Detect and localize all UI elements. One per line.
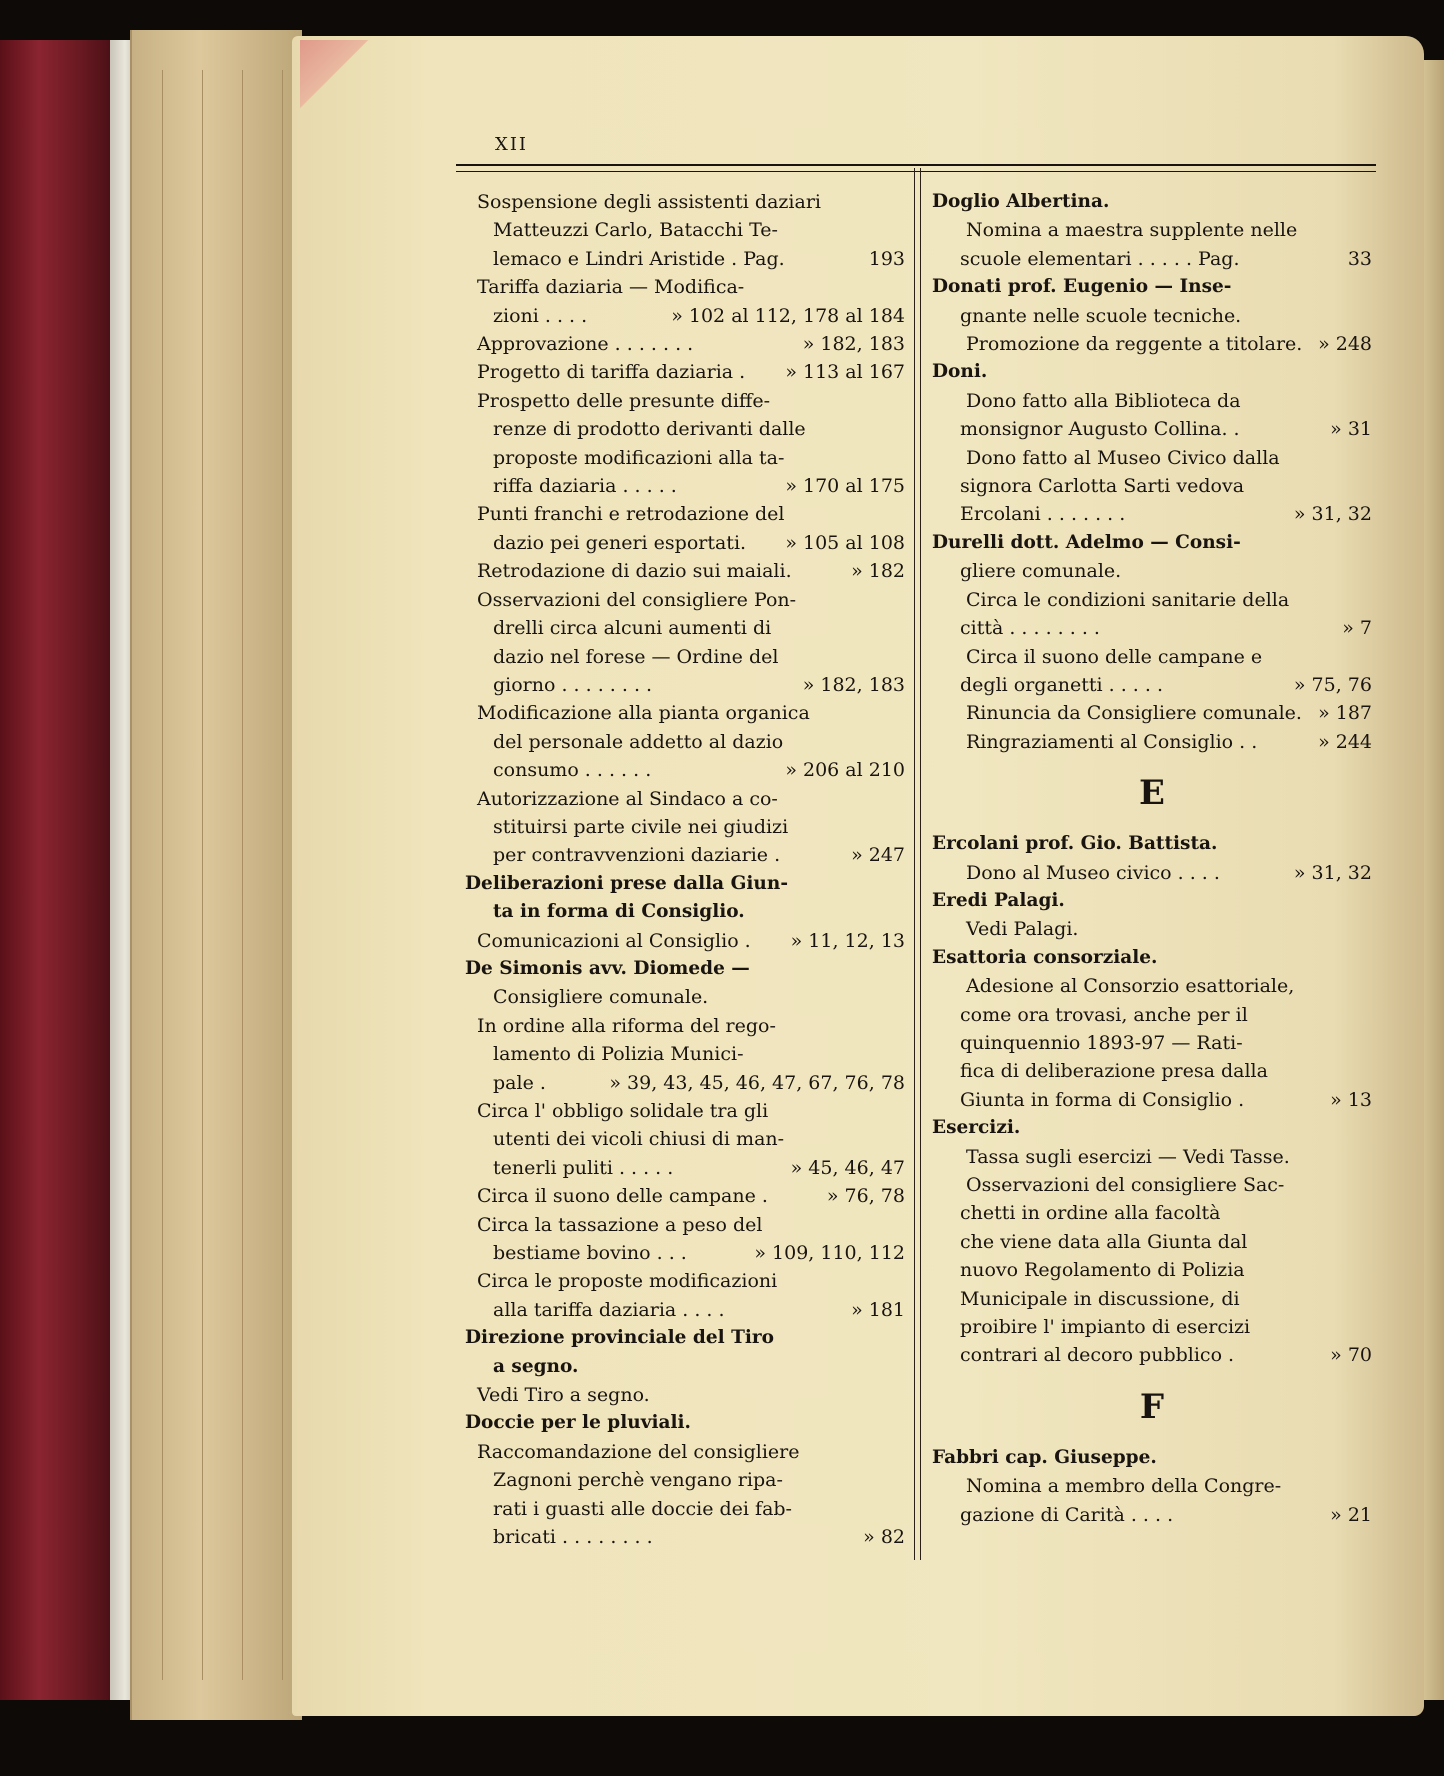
page-number: XII bbox=[495, 134, 529, 155]
index-heading: De Simonis avv. Diomede — bbox=[465, 957, 750, 979]
index-entry-line: Vedi Palagi. bbox=[966, 918, 1079, 941]
index-entry-line: Circa l' obbligo solidale tra gli bbox=[477, 1100, 769, 1122]
index-entry-row bbox=[465, 841, 905, 869]
index-entry-line: Osservazioni del consigliere Sac- bbox=[966, 1174, 1285, 1196]
right-column bbox=[932, 188, 1372, 1529]
index-heading: Doglio Albertina. bbox=[932, 191, 1110, 212]
entry-text: Comunicazioni al Consiglio . bbox=[477, 929, 751, 952]
index-entry-row bbox=[932, 614, 1372, 642]
page-reference: » 82 bbox=[863, 1526, 905, 1549]
index-entry-row bbox=[465, 1523, 905, 1551]
entry-text: pale . bbox=[493, 1071, 546, 1094]
index-entry-line: proposte modificazioni alla ta- bbox=[493, 446, 785, 469]
index-entry-line: quinquennio 1893-97 — Rati- bbox=[960, 1031, 1243, 1054]
index-entry-line: gnante nelle scuole tecniche. bbox=[960, 304, 1242, 327]
index-entry-line: Dono fatto alla Biblioteca da bbox=[966, 389, 1241, 412]
section-letter: E bbox=[1139, 773, 1165, 814]
index-entry-row bbox=[465, 927, 905, 955]
index-entry-row bbox=[465, 557, 905, 585]
entry-text: gazione di Carità . . . . bbox=[960, 1503, 1174, 1526]
index-entry-row bbox=[465, 1296, 905, 1324]
index-entry-row bbox=[465, 529, 905, 557]
page-reference: » 182, 183 bbox=[802, 673, 905, 696]
index-entry-line: Municipale in discussione, di bbox=[960, 1287, 1240, 1310]
index-entry-line: nuovo Regolamento di Polizia bbox=[960, 1259, 1245, 1282]
page-reference: » 105 al 108 bbox=[785, 531, 905, 554]
index-entry-line: Consigliere comunale. bbox=[493, 986, 709, 1009]
index-heading: Doccie per le pluviali. bbox=[465, 1412, 691, 1434]
index-entry-line: signora Carlotta Sarti vedova bbox=[960, 475, 1245, 498]
entry-text: scuole elementari . . . . . Pag. bbox=[960, 247, 1240, 270]
index-entry-line: Nomina a membro della Congre- bbox=[966, 1475, 1282, 1498]
entry-text: monsignor Augusto Collina. . bbox=[960, 418, 1240, 441]
entry-text: contrari al decoro pubblico . bbox=[960, 1344, 1235, 1367]
entry-text: per contravvenzioni daziarie . bbox=[493, 844, 781, 867]
page-reference: 33 bbox=[1347, 247, 1372, 270]
page-reference: » 206 al 210 bbox=[785, 759, 905, 782]
index-entry-line: Circa la tassazione a peso del bbox=[477, 1213, 763, 1236]
index-entry-line: rati i guasti alle doccie dei fab- bbox=[493, 1497, 792, 1520]
index-entry-row bbox=[932, 245, 1372, 273]
index-entry-line: utenti dei vicoli chiusi di man- bbox=[493, 1128, 785, 1151]
index-entry-line: Vedi Tiro a segno. bbox=[477, 1384, 650, 1407]
page-reference: » 182 bbox=[851, 560, 905, 583]
index-entry-line: stituirsi parte civile nei giudizi bbox=[493, 815, 789, 838]
page-reference: » 13 bbox=[1330, 1088, 1372, 1111]
index-entry-row bbox=[465, 756, 905, 784]
entry-text: Circa il suono delle campane . bbox=[477, 1185, 768, 1208]
index-entry-line: lamento di Polizia Munici- bbox=[493, 1043, 744, 1066]
index-heading: Deliberazioni prese dalla Giun- bbox=[465, 872, 788, 894]
page-reference: » 45, 46, 47 bbox=[790, 1156, 905, 1179]
index-entry-row bbox=[932, 728, 1372, 756]
entry-text: Giunta in forma di Consiglio . bbox=[960, 1088, 1245, 1111]
entry-text: degli organetti . . . . . bbox=[960, 673, 1163, 696]
entry-text: Retrodazione di dazio sui maiali. bbox=[477, 560, 792, 583]
index-heading: Ercolani prof. Gio. Battista. bbox=[932, 833, 1218, 855]
index-entry-line: gliere comunale. bbox=[960, 560, 1122, 583]
page-reference: » 182, 183 bbox=[802, 333, 905, 356]
index-entry-row bbox=[465, 1239, 905, 1267]
section-letter: F bbox=[1139, 1386, 1165, 1427]
page-reference: » 170 al 175 bbox=[785, 475, 905, 498]
index-entry-line: chetti in ordine alla facoltà bbox=[960, 1202, 1221, 1225]
page-reference: » 113 al 167 bbox=[785, 361, 905, 384]
index-entry-line: Prospetto delle presunte diffe- bbox=[477, 389, 771, 412]
entry-text: consumo . . . . . . bbox=[493, 759, 652, 782]
index-heading: Donati prof. Eugenio — Inse- bbox=[932, 276, 1232, 298]
index-entry-row bbox=[932, 500, 1372, 528]
entry-text: alla tariffa daziaria . . . . bbox=[493, 1298, 725, 1321]
page-reference: » 31, 32 bbox=[1293, 861, 1372, 884]
index-entry-line: Circa il suono delle campane e bbox=[966, 645, 1263, 668]
index-entry-line: proibire l' impianto di esercizi bbox=[960, 1316, 1251, 1339]
index-entry-row bbox=[465, 330, 905, 358]
entry-text: Dono al Museo civico . . . . bbox=[966, 861, 1220, 884]
page-reference: » 75, 76 bbox=[1293, 673, 1372, 696]
index-heading: a segno. bbox=[493, 1355, 579, 1377]
index-entry-row bbox=[932, 1086, 1372, 1114]
column-divider bbox=[914, 168, 921, 1560]
index-heading: Direzione provinciale del Tiro bbox=[465, 1327, 774, 1349]
index-entry-line: Tariffa daziaria — Modifica- bbox=[477, 276, 745, 299]
index-entry-line: Adesione al Consorzio esattoriale, bbox=[966, 975, 1295, 998]
index-entry-line: fica di deliberazione presa dalla bbox=[960, 1060, 1268, 1083]
index-entry-row bbox=[465, 358, 905, 386]
index-entry-row bbox=[465, 1154, 905, 1182]
page-reference: » 39, 43, 45, 46, 47, 67, 76, 78 bbox=[609, 1071, 905, 1094]
index-entry-row bbox=[932, 1501, 1372, 1529]
entry-text: Progetto di tariffa daziaria . bbox=[477, 361, 746, 384]
index-entry-line: drelli circa alcuni aumenti di bbox=[493, 617, 772, 640]
index-entry-line: del personale addetto al dazio bbox=[493, 730, 784, 753]
index-entry-line: Circa le condizioni sanitarie della bbox=[966, 588, 1290, 611]
index-heading: Esercizi. bbox=[932, 1117, 1021, 1139]
page-reference: » 7 bbox=[1342, 617, 1372, 640]
entry-text: Promozione da reggente a titolare. bbox=[966, 333, 1303, 356]
entry-text: giorno . . . . . . . . bbox=[493, 673, 653, 696]
page-reference: » 76, 78 bbox=[826, 1185, 905, 1208]
index-entry-line: In ordine alla riforma del rego- bbox=[477, 1014, 776, 1037]
entry-text: tenerli puliti . . . . . bbox=[493, 1156, 674, 1179]
index-entry-row bbox=[932, 330, 1372, 358]
index-entry-line: come ora trovasi, anche per il bbox=[960, 1003, 1248, 1026]
index-entry-row bbox=[465, 302, 905, 330]
index-entry-line: Modificazione alla pianta organica bbox=[477, 702, 810, 725]
entry-text: città . . . . . . . . bbox=[960, 617, 1100, 640]
index-entry-row bbox=[465, 671, 905, 699]
page-reference: » 70 bbox=[1330, 1344, 1372, 1367]
index-heading: Durelli dott. Adelmo — Consi- bbox=[932, 531, 1241, 553]
entry-text: dazio pei generi esportati. bbox=[493, 531, 747, 554]
entry-text: Rinuncia da Consigliere comunale. bbox=[966, 702, 1302, 725]
page-reference: » 244 bbox=[1318, 730, 1372, 753]
index-entry-line: Raccomandazione del consigliere bbox=[477, 1440, 800, 1463]
index-heading: Fabbri cap. Giuseppe. bbox=[932, 1446, 1157, 1468]
entry-text: bestiame bovino . . . bbox=[493, 1242, 687, 1265]
page-reference: » 31, 32 bbox=[1293, 503, 1372, 526]
entry-text: lemaco e Lindri Aristide . Pag. bbox=[493, 247, 785, 270]
index-entry-line: Osservazioni del consigliere Pon- bbox=[477, 588, 797, 611]
index-entry-line: Nomina a maestra supplente nelle bbox=[966, 219, 1298, 242]
index-entry-line: che viene data alla Giunta dal bbox=[960, 1230, 1248, 1253]
page-reference: » 21 bbox=[1330, 1503, 1372, 1526]
entry-text: Ercolani . . . . . . . bbox=[960, 503, 1126, 526]
index-entry-line: Dono fatto al Museo Civico dalla bbox=[966, 446, 1280, 469]
page-reference: » 102 al 112, 178 al 184 bbox=[671, 304, 905, 327]
page-stack bbox=[130, 30, 302, 1720]
page-reference: » 109, 110, 112 bbox=[754, 1242, 905, 1265]
index-entry-row bbox=[932, 1341, 1372, 1369]
index-entry-line: Circa le proposte modificazioni bbox=[477, 1270, 778, 1293]
index-entry-row bbox=[465, 1182, 905, 1210]
index-entry-row bbox=[932, 415, 1372, 443]
entry-text: Ringraziamenti al Consiglio . . bbox=[966, 730, 1258, 753]
page-reference: 193 bbox=[868, 247, 905, 270]
index-entry-row bbox=[932, 859, 1372, 887]
page-reference: » 181 bbox=[851, 1298, 905, 1321]
page-reference: » 248 bbox=[1318, 333, 1372, 356]
index-entry-line: Zagnoni perchè vengano ripa- bbox=[493, 1469, 783, 1492]
page-reference: » 187 bbox=[1318, 702, 1372, 725]
index-entry-row bbox=[932, 671, 1372, 699]
left-column bbox=[465, 188, 905, 1552]
page-reference: » 31 bbox=[1330, 418, 1372, 441]
index-entry-line: Punti franchi e retrodazione del bbox=[477, 503, 785, 526]
entry-text: Approvazione . . . . . . . bbox=[477, 333, 694, 356]
index-entry-line: Autorizzazione al Sindaco a co- bbox=[477, 787, 778, 810]
entry-text: bricati . . . . . . . . bbox=[493, 1526, 653, 1549]
index-entry-line: Sospensione degli assistenti daziari bbox=[477, 191, 821, 213]
entry-text: riffa daziaria . . . . . bbox=[493, 475, 677, 498]
index-entry-row bbox=[932, 699, 1372, 727]
index-entry-row bbox=[465, 472, 905, 500]
index-heading: Esattoria consorziale. bbox=[932, 946, 1158, 968]
index-entry-line: dazio nel forese — Ordine del bbox=[493, 645, 779, 668]
index-entry-row bbox=[465, 245, 905, 273]
entry-text: zioni . . . . bbox=[493, 304, 588, 327]
page-reference: » 11, 12, 13 bbox=[790, 929, 905, 952]
page-reference: » 247 bbox=[851, 844, 905, 867]
index-heading: Eredi Palagi. bbox=[932, 889, 1065, 911]
index-entry-line: Tassa sugli esercizi — Vedi Tasse. bbox=[966, 1145, 1290, 1168]
index-entry-line: renze di prodotto derivanti dalle bbox=[493, 418, 806, 441]
index-heading: Doni. bbox=[932, 361, 988, 383]
index-entry-row bbox=[465, 1069, 905, 1097]
index-entry-line: Matteuzzi Carlo, Batacchi Te- bbox=[493, 219, 778, 242]
page-corner-fold bbox=[300, 40, 370, 120]
index-heading: ta in forma di Consiglio. bbox=[493, 901, 745, 923]
